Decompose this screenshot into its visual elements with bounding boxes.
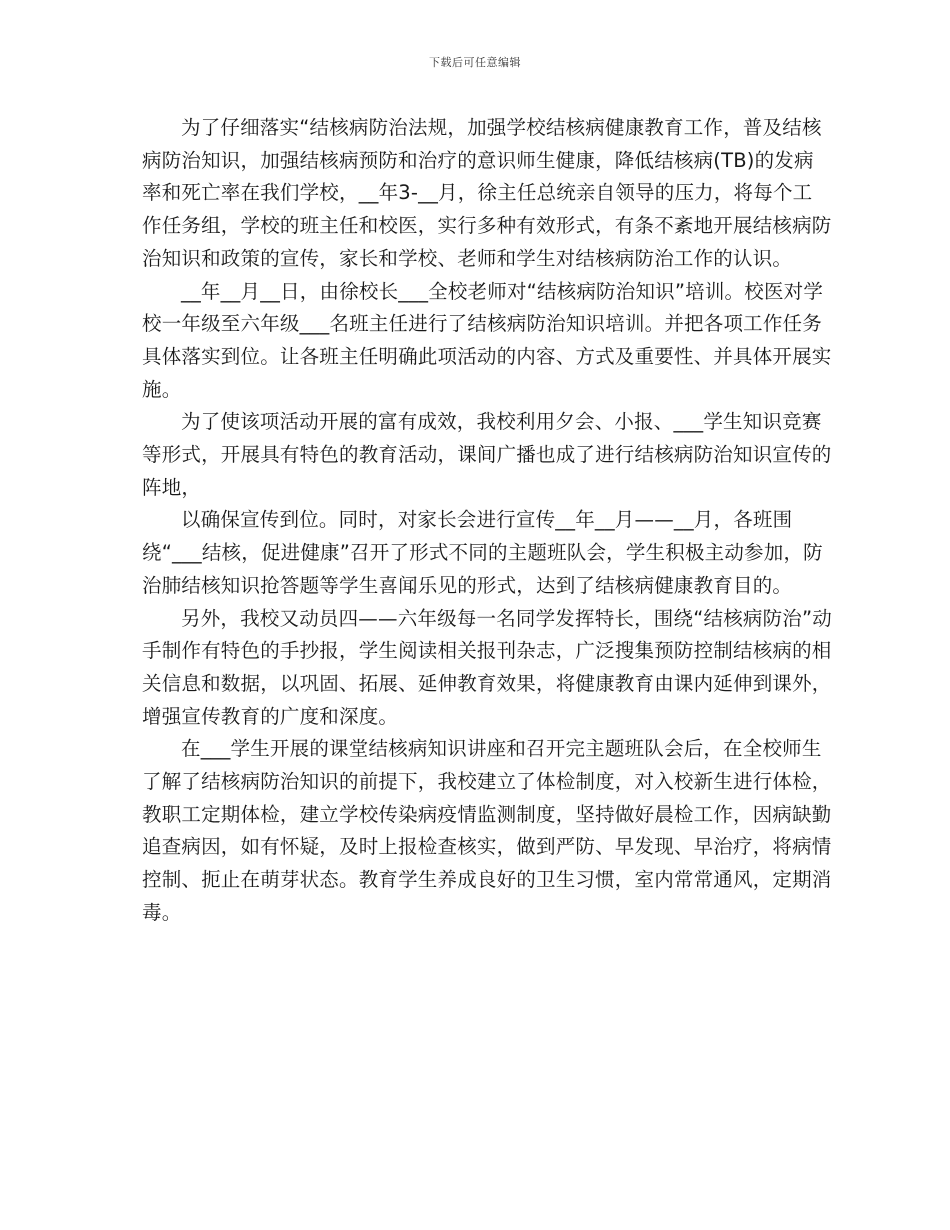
paragraph-2: __年__月__日，由徐校长___全校老师对“结核病防治知识”培训。校医对学校一年级至六年级___名班主任进行了结核病防治知识培训。并把各项工作任务具体落实到位。让各班主任明确此项活动的内容、方式及重要性、并具体开展实施。 xyxy=(142,279,832,401)
paragraph-1: 为了仔细落实“结核病防治法规，加强学校结核病健康教育工作，普及结核病防治知识，加强结核病预防和治疗的意识师生健康，降低结核病(TB)的发病率和死亡率在我们学校，__年3-__月，徐主任总统亲自领导的压力，将每个工作任务组，学校的班主任和校医，实行多种有效形式，有条不紊地开展结核病防治知识和政策的宣传，家长和学校、老师和学生对结核病防治工作的认识。 xyxy=(142,116,832,270)
page-header: 下载后可任意编辑 xyxy=(429,56,521,69)
paragraph-3: 为了使该项活动开展的富有成效，我校利用夕会、小报、___学生知识竞赛等形式，开展具有特色的教育活动，课间广播也成了进行结核病防治知识宣传的阵地， xyxy=(142,410,832,499)
document-body xyxy=(142,112,832,930)
paragraph-6: 在___学生开展的课堂结核病知识讲座和召开完主题班队会后，在全校师生了解了结核病防治知识的前提下，我校建立了体检制度，对入校新生进行体检，教职工定期体检，建立学校传染病疫情监测制度，坚持做好晨检工作，因病缺勤追查病因，如有怀疑，及时上报检查核实，做到严防、早发现、早治疗，将病情控制、扼止在萌芽状态。教育学生养成良好的卫生习惯，室内常常通风，定期消毒。 xyxy=(142,737,832,924)
paragraph-5: 另外，我校又动员四——六年级每一名同学发挥特长，围绕“结核病防治”动手制作有特色的手抄报，学生阅读相关报刊杂志，广泛搜集预防控制结核病的相关信息和数据，以巩固、拓展、延伸教育效果，将健康教育由课内延伸到课外，增强宣传教育的广度和深度。 xyxy=(142,606,833,728)
paragraph-4: 以确保宣传到位。同时，对家长会进行宣传__年__月——__月，各班围绕“___结核，促进健康”召开了形式不同的主题班队会，学生积极主动参加，防治肺结核知识抢答题等学生喜闻乐见的形式，达到了结核病健康教育目的。 xyxy=(142,508,823,597)
